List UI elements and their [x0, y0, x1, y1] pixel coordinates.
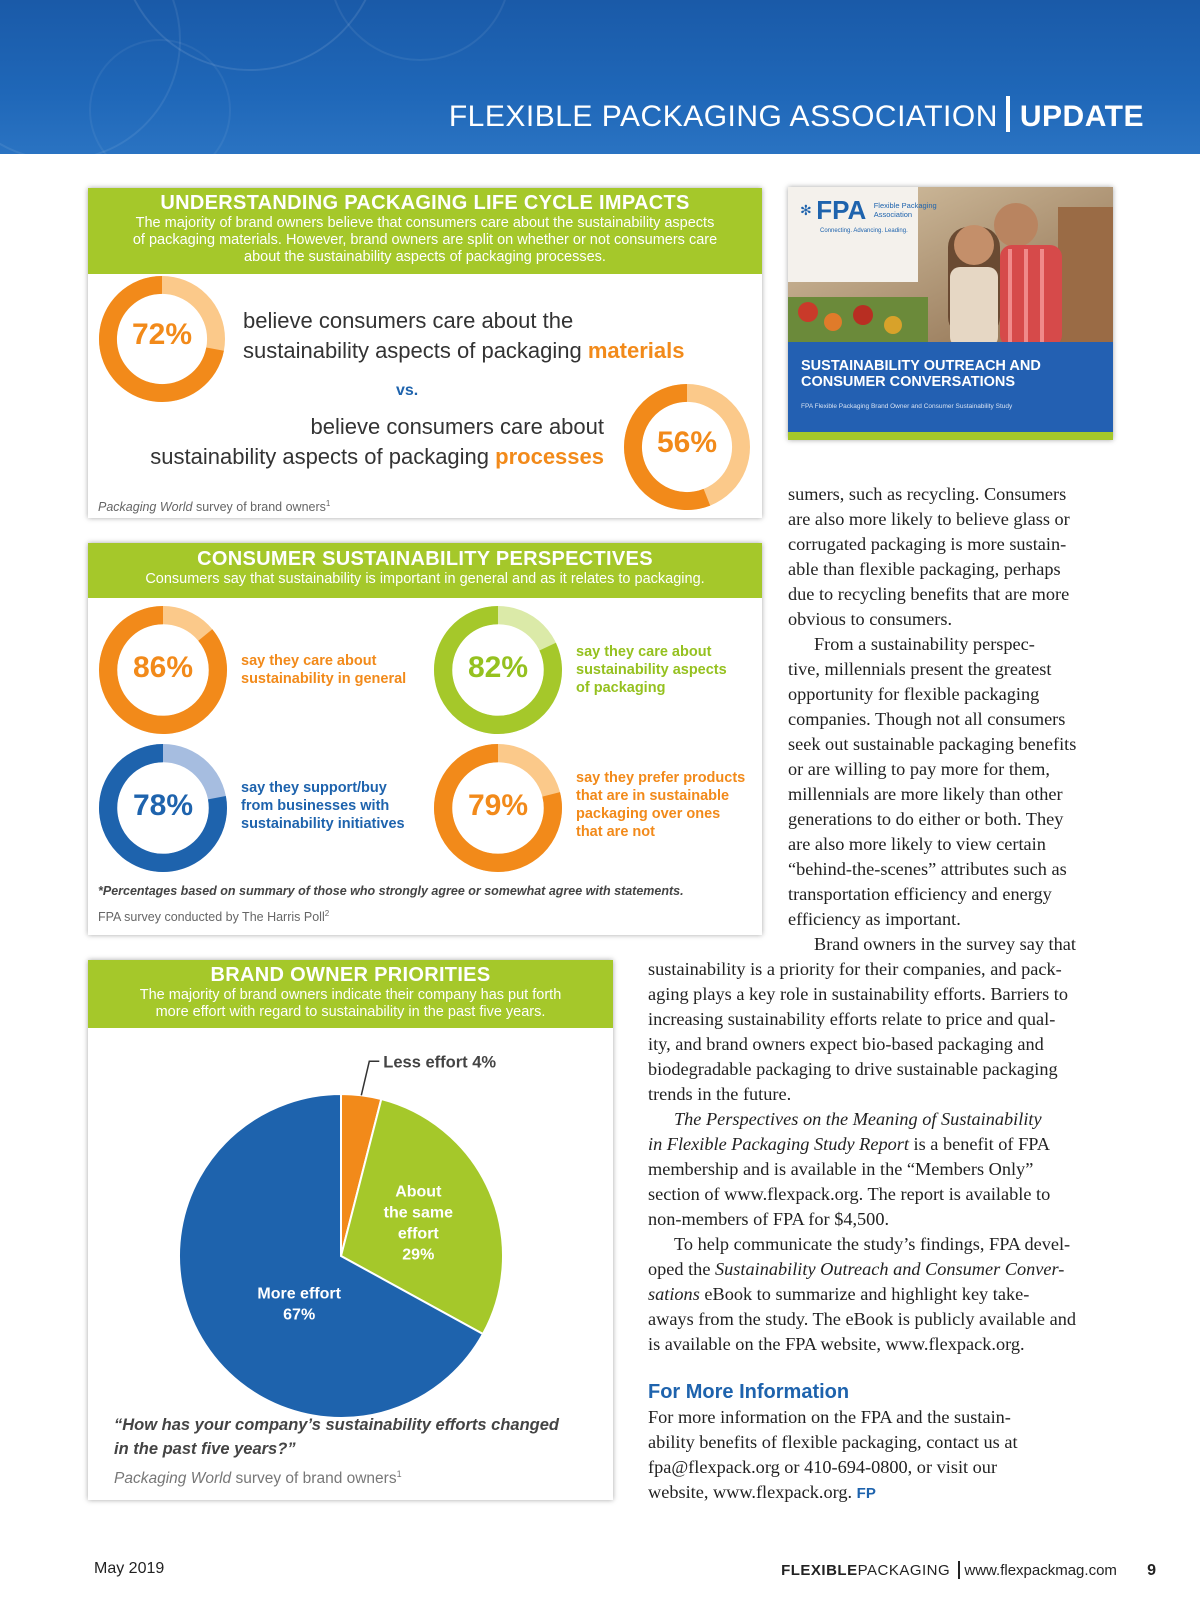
- consumer-band: [88, 543, 762, 598]
- article-line: [648, 1132, 1118, 1157]
- article-line: For more information on the FPA and the sustain-: [648, 1407, 1011, 1427]
- pie-label-about-same: 29%: [402, 1246, 435, 1264]
- lifecycle-subtitle-1: The majority of brand owners believe that consumers care about the sustainability aspects: [135, 215, 715, 231]
- stat-82-line2: sustainability aspects: [576, 662, 727, 678]
- end-mark: FP: [856, 1485, 876, 1502]
- article-line: From a sustainability perspec-: [814, 634, 1035, 654]
- article-text: eBook to summarize and highlight key take-: [699, 1284, 1030, 1304]
- lifecycle-source-sup: 1: [325, 499, 331, 508]
- ebook-logo-org-line1: Flexible Packaging: [873, 201, 937, 210]
- ebook-title-panel: [788, 342, 1113, 432]
- consumer-infographic: [88, 543, 762, 935]
- stat-56-line2: [150, 442, 604, 472]
- article-line: generations to do either or both. They: [788, 809, 1064, 829]
- lifecycle-source: [98, 499, 330, 514]
- stat-78-text: [241, 779, 405, 833]
- article-line: trends in the future.: [648, 1084, 792, 1104]
- consumer-title: CONSUMER SUSTAINABILITY PERSPECTIVES: [197, 548, 653, 570]
- stat-72-highlight: materials: [587, 338, 685, 363]
- brand-question-line2: in the past five years?”: [114, 1440, 296, 1458]
- stat-82-line3: of packaging: [576, 680, 666, 696]
- ebook-cover: [788, 187, 1113, 440]
- stat-79-line1: say they prefer products: [576, 770, 746, 786]
- stat-79-line3: packaging over ones: [576, 806, 721, 822]
- footer-right: [781, 1561, 1156, 1580]
- consumer-source: [98, 909, 329, 924]
- more-info-heading: For More Information: [648, 1381, 850, 1403]
- stat-72-text: [243, 306, 685, 366]
- article-line: “behind-the-scenes” attributes such as: [788, 859, 1067, 879]
- article-line: due to recycling benefits that are more: [788, 584, 1070, 604]
- article-line: corrugated packaging is more sustain-: [788, 534, 1067, 554]
- ebook-title-line2: CONSUMER CONVERSATIONS: [801, 374, 1016, 390]
- article-line: or are willing to pay more for them,: [788, 759, 1050, 779]
- header-divider: [1006, 96, 1010, 132]
- article-line: aging plays a key role in sustainability efforts. Barriers to: [648, 984, 1069, 1004]
- article-line: increasing sustainability efforts relate to price and qual-: [648, 1009, 1056, 1029]
- article-line: [648, 1107, 1118, 1132]
- footer-brand-light: PACKAGING: [857, 1562, 951, 1579]
- brand-band: [88, 960, 613, 1028]
- footer-url: www.flexpackmag.com: [964, 1562, 1117, 1579]
- brand-infographic: [88, 960, 613, 1500]
- lifecycle-subtitle-2: of packaging materials. However, brand owners are split on whether or not consumers care: [132, 232, 718, 248]
- brand-source-sup: 1: [396, 1469, 402, 1479]
- lifecycle-source-italic: Packaging World: [98, 500, 193, 515]
- article-line: fpa@flexpack.org or 410-694-0800, or visit our: [648, 1457, 998, 1477]
- brand-source: [114, 1469, 402, 1488]
- ebook-title: [801, 358, 1041, 390]
- stat-79-label: 79%: [467, 789, 529, 822]
- stat-79-text: [576, 769, 745, 841]
- pie-label-less-effort: Less effort 4%: [383, 1053, 497, 1072]
- article-line: millennials are more likely than other: [788, 784, 1063, 804]
- lifecycle-source-rest: survey of brand owners: [192, 500, 326, 515]
- article-line: membership and is available in the “Members Only”: [648, 1159, 1034, 1179]
- article-line: biodegradable packaging to drive sustainable packaging: [648, 1059, 1058, 1079]
- stat-86-label: 86%: [132, 651, 194, 684]
- article-line: seek out sustainable packaging benefits: [788, 734, 1077, 754]
- stat-78-line2: from businesses with: [241, 798, 390, 814]
- brand-title: BRAND OWNER PRIORITIES: [210, 964, 491, 986]
- article-line: transportation efficiency and energy: [788, 884, 1052, 904]
- stat-82-text: [576, 643, 727, 697]
- brand-source-italic: Packaging World: [114, 1470, 232, 1488]
- footer-date: May 2019: [94, 1560, 165, 1577]
- article-line: Brand owners in the survey say that: [814, 934, 1076, 954]
- lifecycle-band: [88, 188, 762, 274]
- fpa-star-icon: ✻: [800, 202, 812, 218]
- article-line: efficiency as important.: [788, 909, 961, 929]
- brand-subtitle-1: The majority of brand owners indicate their company has put forth: [139, 987, 562, 1003]
- article-line: are also more likely to view certain: [788, 834, 1046, 854]
- report-title-italic-2: in Flexible Packaging Study Report: [648, 1134, 909, 1154]
- header-title-light: FLEXIBLE PACKAGING ASSOCIATION: [448, 100, 998, 133]
- article-line: companies. Though not all consumers: [788, 709, 1066, 729]
- ebook-logo-org: [874, 201, 937, 219]
- lifecycle-infographic: [88, 188, 762, 518]
- article-wide-column: [648, 957, 1118, 1506]
- lifecycle-title: UNDERSTANDING PACKAGING LIFE CYCLE IMPACTS: [160, 192, 690, 214]
- article-line: are also more likely to believe glass or: [788, 509, 1070, 529]
- stat-78-line1: say they support/buy: [241, 780, 387, 796]
- stat-56-label: 56%: [656, 426, 718, 459]
- article-line: is available on the FPA website, www.flexpack.org.: [648, 1334, 1025, 1354]
- article-line: non-members of FPA for $4,500.: [648, 1209, 890, 1229]
- ebook-logo-org-line2: Association: [873, 210, 913, 219]
- article-line: tive, millennials present the greatest: [788, 659, 1052, 679]
- stat-79-line2: that are in sustainable: [576, 788, 730, 804]
- stat-79-line4: that are not: [576, 824, 655, 840]
- article-text: website, www.flexpack.org.: [648, 1482, 853, 1502]
- consumer-source-text: FPA survey conducted by The Harris Poll: [98, 910, 325, 925]
- ebook-logo: [800, 195, 937, 234]
- article-line: [648, 1257, 1118, 1282]
- stat-56-highlight: processes: [495, 444, 604, 469]
- header-title: [449, 96, 1144, 134]
- pie-leader-line: [361, 1061, 379, 1095]
- consumer-subtitle: Consumers say that sustainability is important in general and as it relates to packaging.: [145, 571, 705, 587]
- consumer-footnote: *Percentages based on summary of those who strongly agree or somewhat agree with statements.: [98, 884, 684, 898]
- article-text: is a benefit of FPA: [908, 1134, 1050, 1154]
- stat-72-line2: [243, 336, 685, 366]
- footer-divider: [958, 1561, 960, 1579]
- article-line: opportunity for flexible packaging: [788, 684, 1040, 704]
- header-title-bold: UPDATE: [1019, 100, 1144, 133]
- ebook-tagline: Connecting. Advancing. Leading.: [820, 228, 908, 234]
- pie-label-more-effort: More effort: [257, 1285, 341, 1303]
- pie-label-about-same: About: [395, 1183, 442, 1201]
- pie-label-about-same: the same: [383, 1204, 453, 1222]
- article-line: ity, and brand owners expect bio-based packaging and: [648, 1034, 1044, 1054]
- ebook-title-italic-2: sations: [648, 1284, 700, 1304]
- stat-86-line1: say they care about: [241, 653, 377, 669]
- brand-subtitle-2: more effort with regard to sustainability in the past five years.: [155, 1004, 546, 1020]
- article-line: [648, 1282, 1118, 1307]
- article-text: oped the: [648, 1259, 716, 1279]
- ebook-green-stripe: [788, 432, 1113, 440]
- article-line: section of www.flexpack.org. The report is available to: [648, 1184, 1051, 1204]
- stat-56-line1: believe consumers care about: [310, 414, 604, 439]
- article-line: [648, 1480, 1118, 1506]
- article-line: sustainability is a priority for their companies, and pack-: [648, 959, 1062, 979]
- pie-label-more-effort: 67%: [283, 1306, 316, 1324]
- ebook-logo-text: FPA: [816, 195, 867, 225]
- versus-label: vs.: [396, 382, 419, 399]
- page-header: [0, 0, 1200, 154]
- stat-72-line1: believe consumers care about the: [243, 308, 574, 333]
- stat-82-line1: say they care about: [576, 644, 712, 660]
- footer-brand-bold: FLEXIBLE: [781, 1562, 858, 1579]
- brand-question: [114, 1413, 559, 1461]
- article-line: sumers, such as recycling. Consumers: [788, 484, 1067, 504]
- article-line: To help communicate the study’s findings, FPA devel-: [674, 1234, 1071, 1254]
- stat-56-line2-text: sustainability aspects of packaging: [150, 444, 496, 469]
- brand-pie-chart: [88, 1030, 613, 1430]
- article-line: able than flexible packaging, perhaps: [788, 559, 1061, 579]
- report-title-italic-1: The Perspectives on the Meaning of Sustainability: [674, 1109, 1042, 1129]
- stat-72-line2-text: sustainability aspects of packaging: [243, 338, 588, 363]
- ebook-title-line1: SUSTAINABILITY OUTREACH AND: [801, 358, 1041, 374]
- ebook-title-italic-1: Sustainability Outreach and Consumer Conver-: [715, 1259, 1065, 1279]
- pie-label-about-same: effort: [397, 1225, 439, 1243]
- consumer-source-sup: 2: [324, 909, 330, 918]
- stat-78-line3: sustainability initiatives: [241, 816, 405, 832]
- lifecycle-subtitle-3: about the sustainability aspects of packaging processes.: [244, 249, 606, 265]
- article-right-column: [788, 482, 1118, 957]
- article-line: aways from the study. The eBook is publicly available and: [648, 1309, 1076, 1329]
- page-number: 9: [1147, 1562, 1156, 1579]
- stat-86-line2: sustainability in general: [241, 671, 407, 687]
- stat-72-label: 72%: [131, 318, 193, 351]
- stat-56-text: [150, 412, 604, 472]
- stat-82-label: 82%: [467, 651, 529, 684]
- brand-source-rest: survey of brand owners: [231, 1470, 397, 1488]
- ebook-subtitle: FPA Flexible Packaging Brand Owner and Consumer Sustainability Study: [801, 403, 1013, 410]
- brand-question-line1: “How has your company’s sustainability efforts changed: [114, 1416, 560, 1434]
- article-line: ability benefits of flexible packaging, contact us at: [648, 1432, 1018, 1452]
- article-line: obvious to consumers.: [788, 609, 953, 629]
- stat-86-text: [241, 652, 406, 688]
- stat-78-label: 78%: [132, 789, 194, 822]
